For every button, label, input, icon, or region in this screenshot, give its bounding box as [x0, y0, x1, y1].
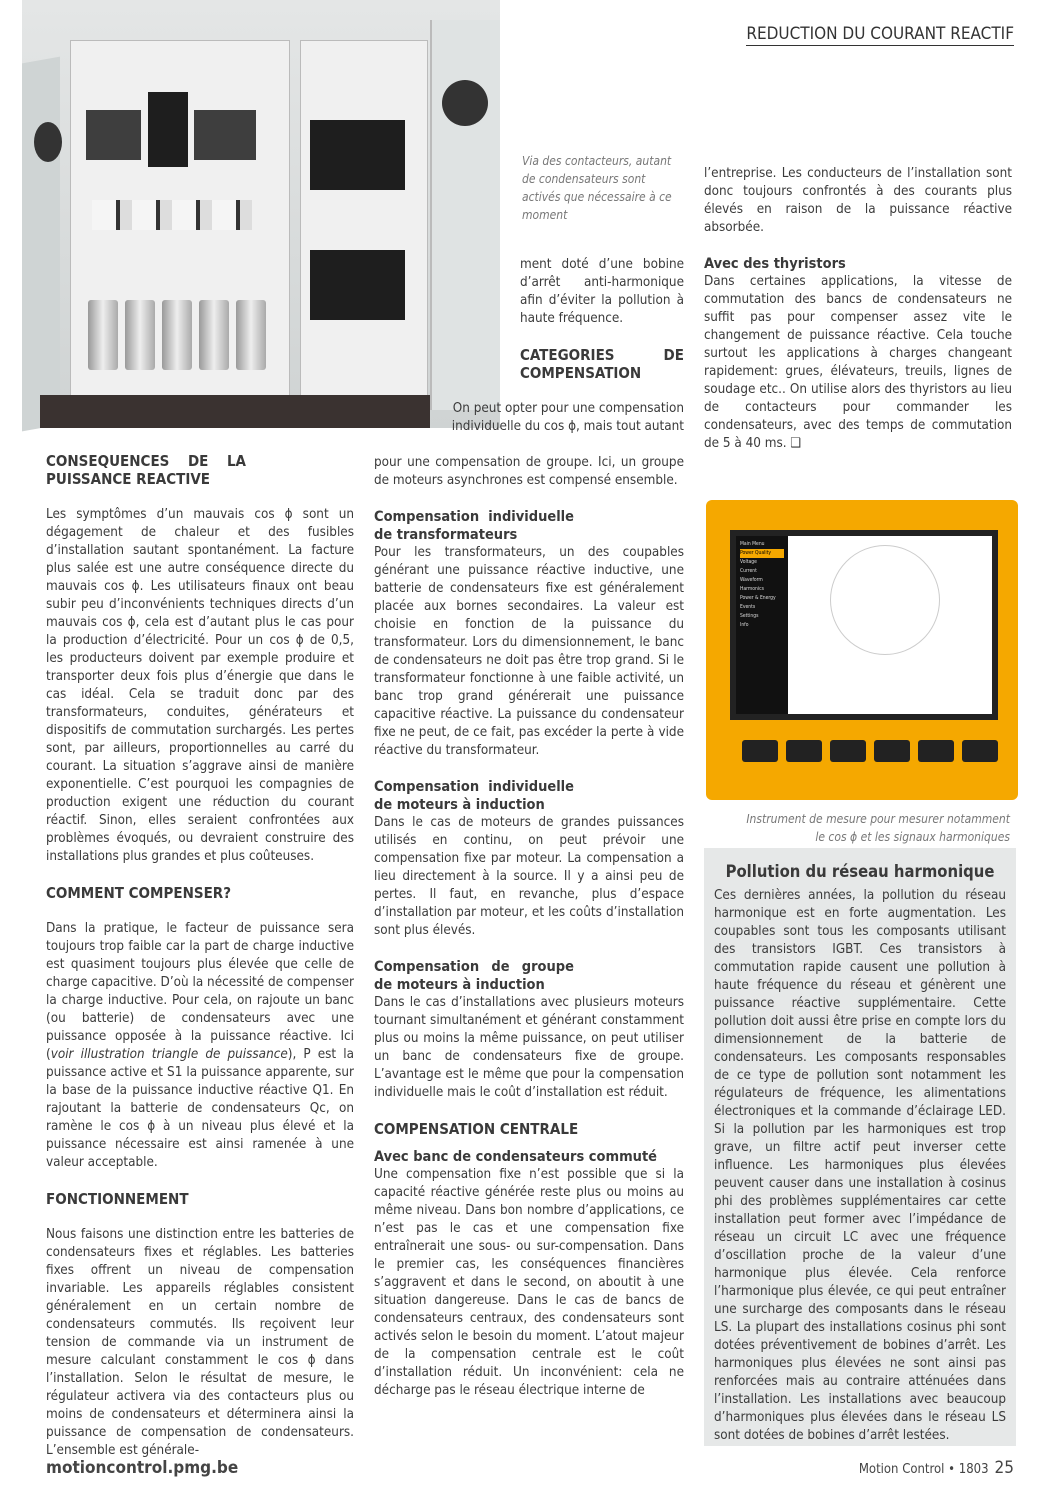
sidebar-box: [704, 848, 1016, 1446]
heading-thyristors: Avec des thyristors: [704, 256, 846, 272]
heading-categories: CATEGORIES DE COMPENSATION: [520, 346, 684, 382]
heading-comp-groupe: Compensation de groupe de moteurs à induction: [374, 959, 574, 993]
page-footer: Motion Control • 1803 25: [858, 1458, 1014, 1478]
paragraph: Dans la pratique, le facteur de puissance sera toujours trop faible car la part de charge inductive est quasiment toujours plus élevée que celle de charge capacitive. D’où la nécessité de compenser la charge inductive. Pour cela, on rajoute un banc (ou batterie) de condensateurs avec une puissance opposée à la puissance réactive. Ici (voir illustration triangle de puissance), P est la puissance active et S1 la puissance apparente, sur la base de la puissance inductive réactive Q1. En rajoutant la batterie de condensateurs Qc, on ramène le cos ϕ à un niveau plus élevé et la puissance nécessaire est ainsi ramenée à une valeur acceptable.: [46, 921, 354, 1170]
column-1: [46, 452, 354, 1460]
heading-banc-commute: Avec banc de condensateurs commuté: [374, 1149, 658, 1165]
column-3: [704, 165, 1012, 453]
box-title: Pollution du réseau harmonique: [725, 862, 995, 881]
photo-caption: Via des contacteurs, autant de condensateurs sont activés que nécessaire à ce moment: [522, 154, 672, 222]
meter-menu: Main Menu Power Quality Voltage Current Waveform Harmonics Power & Energy Events Settings Info: [736, 536, 788, 714]
heading-fonctionnement: FONCTIONNEMENT: [46, 1190, 189, 1208]
heading-comp-moteurs: Compensation individuelle de moteurs à induction: [374, 779, 574, 813]
box-text: Ces dernières années, la pollution du réseau harmonique est en forte augmentation. Les coupables sont tous les composants utilisant des transistors IGBT. Ces transistors à commutation rapide causent une pollution à haute fréquence du réseau et génèrent une puissance réactive supplémentaire. Cette pollution doit aussi être prise en compte lors du dimensionnement de la batterie de condensateurs. Les composants responsables de ce type de pollution sont notamment les régulateurs de fréquence, les alimentations électroniques et la commande d’éclairage LED. Si la pollution par les harmoniques est trop grave, un filtre actif peut inverser cette influence. Les harmoniques plus élevées peuvent causer dans une installation à cosinus phi des problèmes supplémentaires car cette installation peut former avec l’impédance de réseau un circuit LC avec une fréquence d’oscillation proche de la valeur d’une harmonique plus élevée. Cela renforce l’harmonique plus élevée, ce qui peut entraîner une surcharge des composants dans le réseau LS. La plupart des installations cosinus phi sont dotées préventivement de bobines d’arrêt. Les harmoniques plus élevées ne sont ainsi pas renforcées mais au contraire atténuées dans l’installation. Les installations avec beaucoup d’harmoniques plus élevées dans le réseau LS sont dotées de bobines d’arrêt lestées.: [714, 888, 1006, 1443]
paragraph: Nous faisons une distinction entre les batteries de condensateurs fixes et réglables. Les batteries fixes offrent un niveau de compensation invariable. Les appareils réglables consistent généralement en un certain nombre de condensateurs commutés. Ils reçoivent leur tension de commande via un instrument de mesure calculant constamment le cos ϕ dans l’installation. Selon le résultat de mesure, le régulateur activera via des contacteurs plus ou moins de condensateurs et déterminera ainsi la puissance de compensation de condensateurs. L’ensemble est générale-: [46, 1227, 354, 1458]
paragraph: Dans certaines applications, la vitesse de commutation des bancs de condensateurs ne suffit pas pour compenser assez vite le changement de puissance réactive. Cela touche surtout les applications à charges changeant rapidement: grues, élévateurs, treuils, lignes de soudage etc.. On utilise alors des thyristors au lieu de contacteurs pour commander les condensateurs, avec des temps de commutation de 5 à 40 ms. ❑: [704, 274, 1012, 451]
paragraph: Les symptômes d’un mauvais cos ϕ sont un dégagement de chaleur et des fusibles d’installation sautant spontanément. La facture plus salée est une autre conséquence directe du mauvais cos ϕ. Les utilisateurs finaux ont beau subir peu d’inconvénients techniques directs d’un mauvais cos ϕ, cela est d’autant plus le cas pour la production d’électricité. Pour un cos ϕ de 0,5, les producteurs doivent par exemple produire et transporter deux fois plus d’énergie que dans le cas idéal. Cela se traduit donc par des transformateurs, conduites, générateurs et dispositifs de commutation surchargés. Les pertes sont, par ailleurs, proportionnelles au carré du courant. La situation s’aggrave ainsi de manière exponentielle. C’est pourquoi les compagnies de production exigent une réduction du courant réactif. Sinon, elles seraient confrontées aux problèmes évoqués, ou devraient construire des installations plus grandes et plus coûteuses.: [46, 507, 354, 864]
page-number: 25: [994, 1458, 1014, 1478]
paragraph: l’entreprise. Les conducteurs de l’installation sont donc toujours confrontés à des courants plus élevés en raison de la puissance réactive absorbée.: [704, 166, 1012, 235]
paragraph: Dans le cas d’installations avec plusieurs moteurs tournant simultanément et générant constamment plus ou moins la même puissance, on peut utiliser un banc de condensateurs fixe de groupe. L’avantage est le même que pour la compensation individuelle mais le coût d’installation est réduit.: [374, 995, 684, 1100]
running-head: REDUCTION DU COURANT REACTIF: [746, 24, 1014, 44]
website-link[interactable]: motioncontrol.pmg.be: [46, 1458, 239, 1478]
paragraph: Une compensation fixe n’est possible que si la capacité réactive générée reste plus ou moins au même niveau. Dans bon nombre d’applications, ce n’est pas le cas et une compensation fixe entraînerait une sous- ou sur-compensation. Dans le premier cas, les conséquences financières s’aggravent et dans le second, on aboutit à une situation dangereuse. Dans le cas de bancs de condensateurs centraux, des condensateurs sont activés selon le besoin du moment. L’atout majeur de la compensation centrale est le coût d’installation réduit. Un inconvénient: cela ne décharge pas le réseau électrique interne de: [374, 1167, 684, 1398]
column-2-top: [451, 256, 684, 436]
meter-caption: Instrument de mesure pour mesurer notamment le cos ϕ et les signaux harmoniques: [746, 812, 1010, 844]
column-2: [374, 454, 684, 1400]
paragraph: ment doté d’une bobine d’arrêt anti-harmonique afin d’éviter la pollution à haute fréquence.: [520, 257, 684, 326]
heading-comment-compenser: COMMENT COMPENSER?: [46, 884, 232, 902]
heading-comp-centrale: COMPENSATION CENTRALE: [374, 1120, 579, 1138]
paragraph: pour une compensation de groupe. Ici, un groupe de moteurs asynchrones est compensé ensemble.: [374, 455, 684, 488]
paragraph: Dans le cas de moteurs de grandes puissances utilisés en continu, on peut prévoir une compensation fixe par moteur. La compensation a lieu directement à la source. Il y a ainsi peu de pertes. Il faut, en revanche, plus d’espace d’installation par moteur, et les coûts d’installation sont plus élevés.: [374, 815, 684, 938]
paragraph: Pour les transformateurs, un des coupables générant une puissance réactive inductive, une batterie de condensateurs fixe est généralement placée aux bornes secondaires. La valeur est choisie en fonction de la puissance du transformateur. Lors du dimensionnement, le banc de condensateurs ne doit pas être trop grand. Si le transformateur fonctionne à une faible activité, un banc trop grand générerait une puissance capacitive réactive. La puissance du condensateur fixe ne peut, de ce fait, pas excéder la perte à vide réactive du transformateur.: [374, 545, 684, 758]
heading-comp-transformateurs: Compensation individuelle de transformateurs: [374, 509, 574, 543]
heading-consequences: CONSEQUENCES DE LA PUISSANCE REACTIVE: [46, 452, 246, 488]
paragraph: On peut opter pour une compensation individuelle du cos ϕ, mais tout autant: [451, 401, 684, 434]
